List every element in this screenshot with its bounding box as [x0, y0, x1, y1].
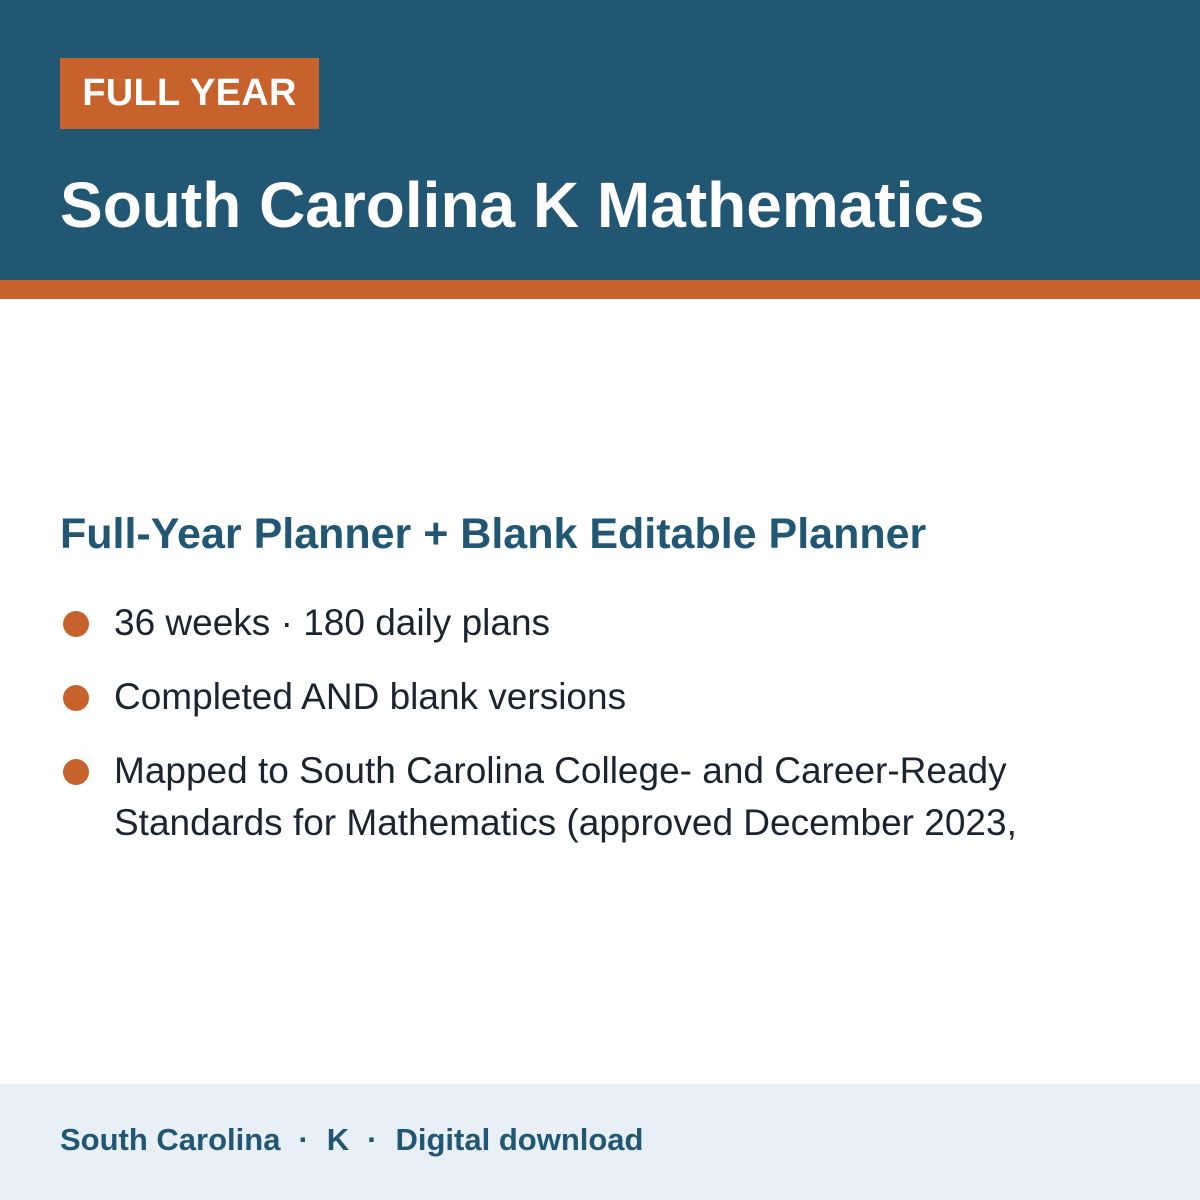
feature-item — [60, 745, 1140, 849]
footer-state: South Carolina — [60, 1122, 281, 1157]
product-subtitle: Full-Year Planner + Blank Editable Planner — [60, 510, 927, 558]
footer-meta — [60, 1121, 644, 1159]
bullet-dot-icon — [63, 685, 89, 711]
feature-text: Completed AND blank versions — [114, 676, 627, 717]
footer-grade: K — [326, 1122, 350, 1157]
bullet-dot-icon — [63, 611, 89, 637]
footer-separator: · — [367, 1122, 378, 1157]
feature-text: Mapped to South Carolina College- and Career-Ready Standards for Mathematics (approved December 2023, — [114, 750, 1017, 843]
feature-text: 36 weeks · 180 daily plans — [114, 602, 551, 643]
feature-item — [60, 597, 1140, 649]
footer-separator: · — [298, 1122, 309, 1157]
bullet-dot-icon — [63, 759, 89, 785]
header-accent-stripe — [0, 280, 1200, 299]
product-title: South Carolina K Mathematics — [60, 169, 985, 241]
full-year-badge: FULL YEAR — [60, 58, 319, 129]
feature-item — [60, 671, 1140, 723]
footer-format: Digital download — [395, 1122, 644, 1157]
feature-list — [60, 597, 1140, 871]
